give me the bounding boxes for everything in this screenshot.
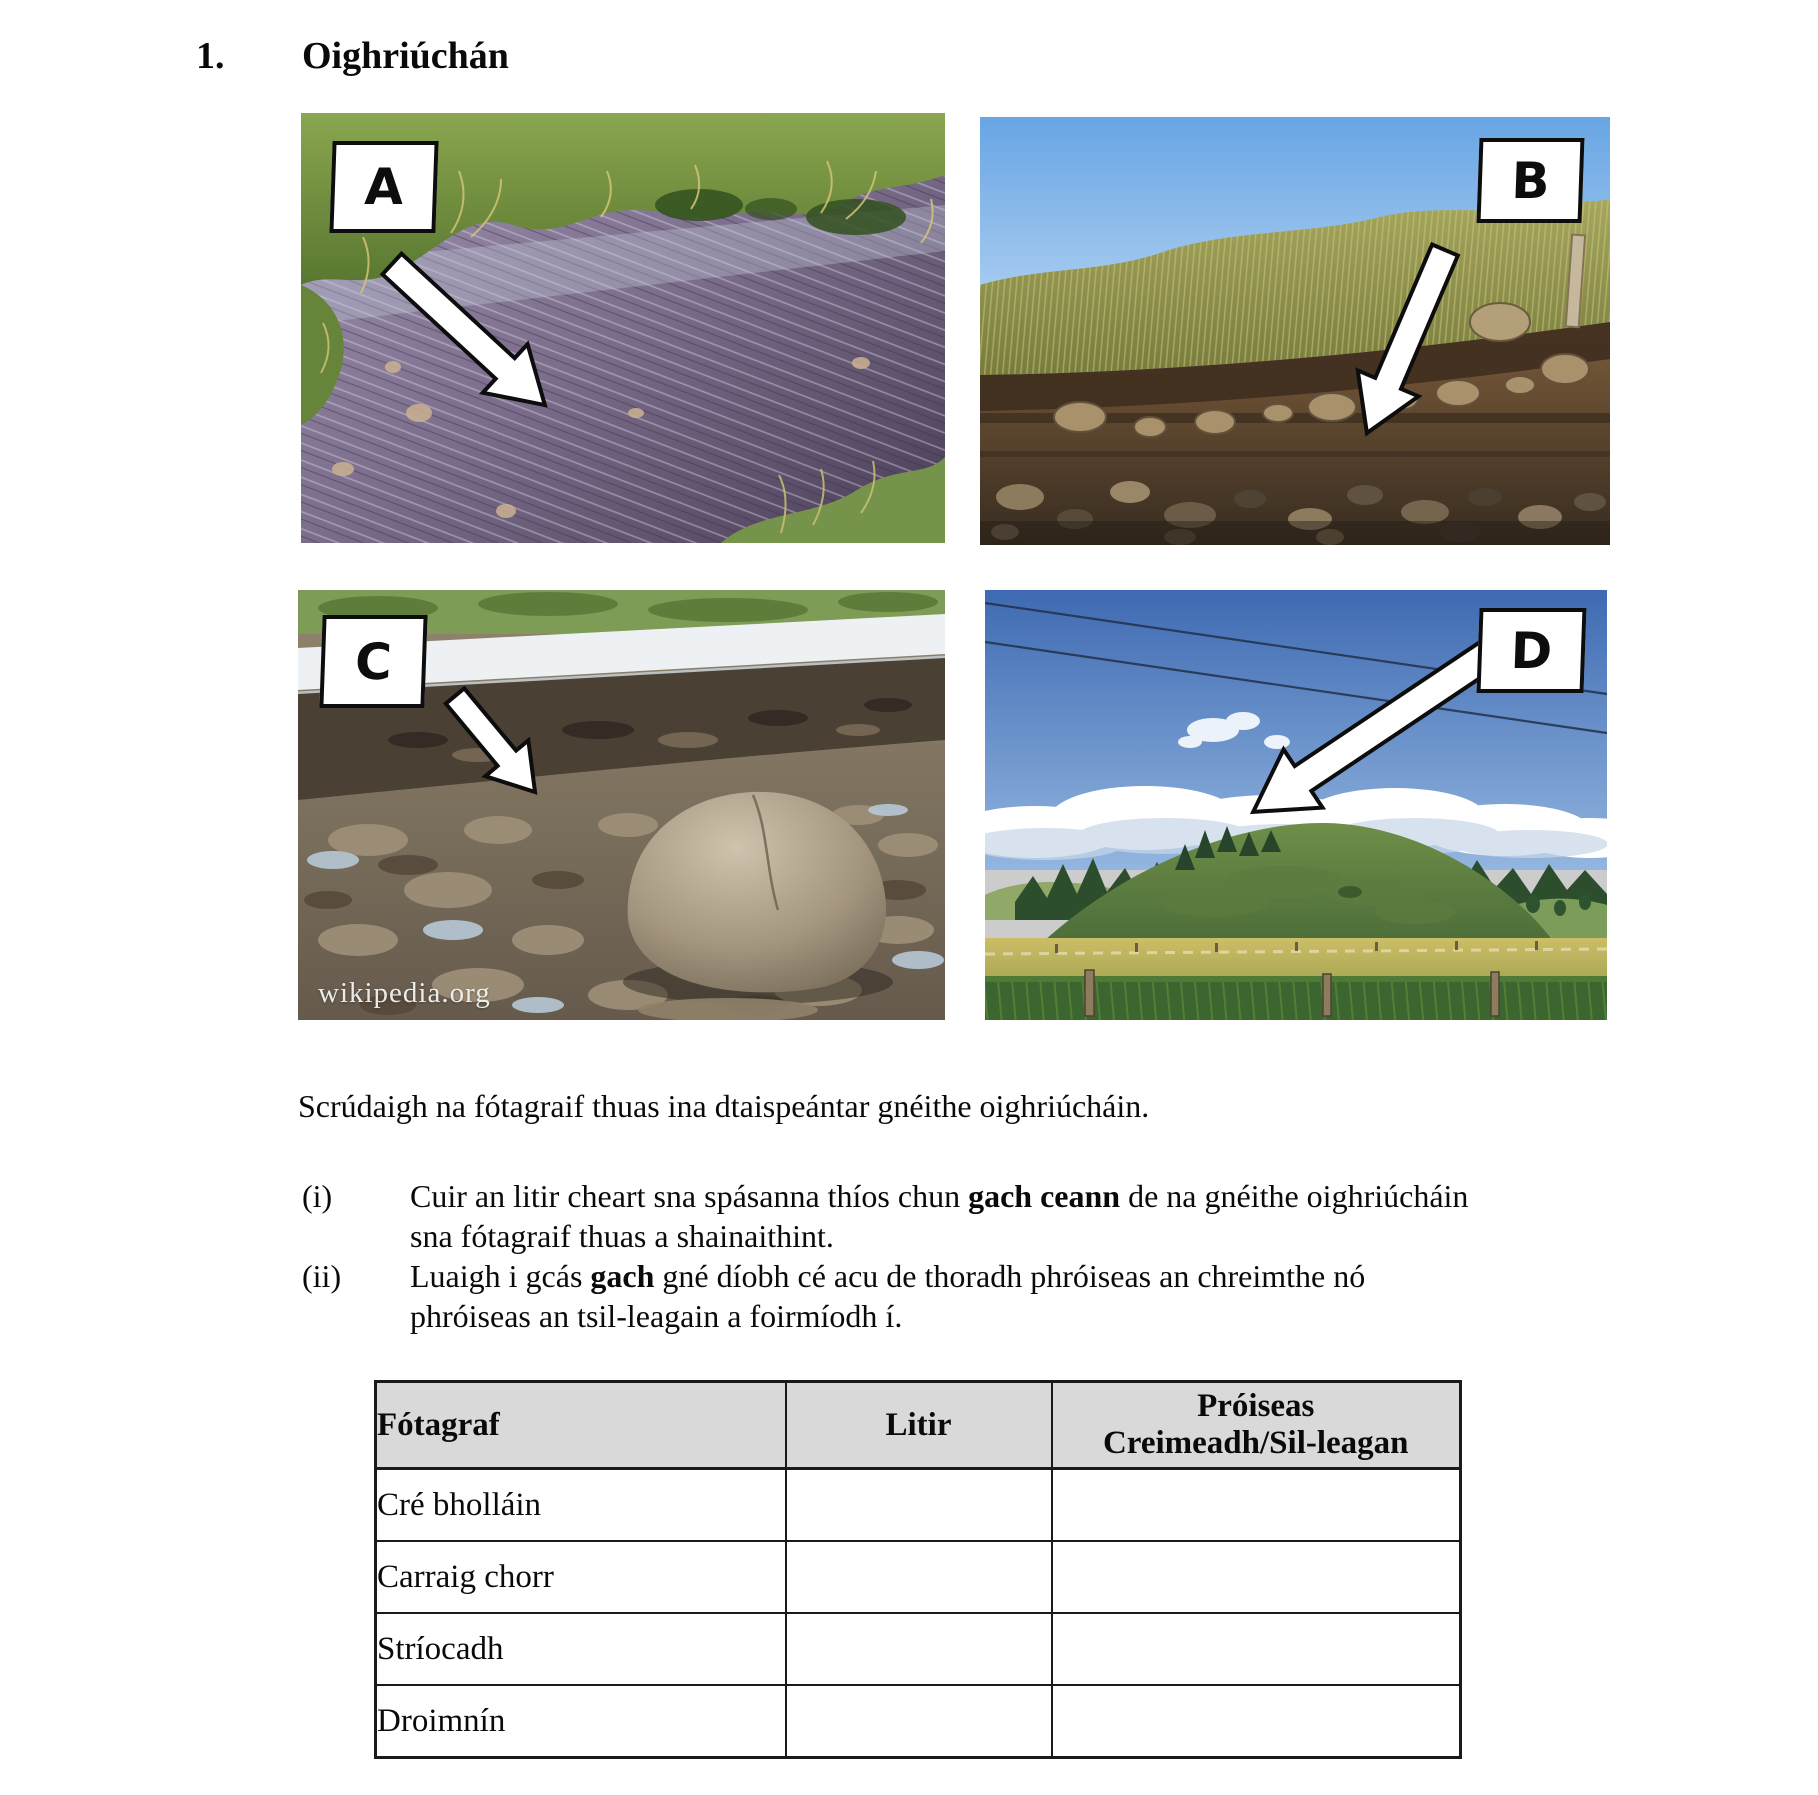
photo-credit: wikipedia.org <box>318 977 491 1009</box>
item-i-line1 <box>410 1178 1468 1215</box>
table-header-letter: Litir <box>786 1382 1052 1469</box>
item-ii-marker: (ii) <box>302 1258 342 1294</box>
item-i-line1-bold: gach ceann <box>968 1178 1121 1214</box>
item-i-marker: (i) <box>302 1178 333 1214</box>
process-answer-cell[interactable] <box>1052 1613 1461 1685</box>
letter-answer-cell[interactable] <box>786 1541 1052 1613</box>
page-title: Oighriúchán <box>302 35 509 77</box>
photo-label-c: C <box>319 615 427 708</box>
table-header-process-line1: Próiseas <box>1197 1388 1315 1425</box>
letter-answer-cell[interactable] <box>786 1685 1052 1758</box>
item-i-line1-post: de na gnéithe oighriúcháin <box>1120 1178 1469 1214</box>
photo-label-d: D <box>1477 608 1587 693</box>
table-row <box>376 1541 1461 1613</box>
question-number: 1. <box>196 35 225 77</box>
feature-cell: Stríocadh <box>376 1613 786 1685</box>
answer-table <box>374 1380 1462 1759</box>
item-ii-line1 <box>410 1258 1365 1295</box>
photo-label-b: B <box>1477 138 1585 223</box>
table-row <box>376 1685 1461 1758</box>
intro-text: Scrúdaigh na fótagraif thuas ina dtaispeántar gnéithe oighriúcháin. <box>298 1088 1150 1124</box>
process-answer-cell[interactable] <box>1052 1541 1461 1613</box>
table-header-process-line2: Creimeadh/Sil-leagan <box>1102 1425 1409 1461</box>
table-header-process <box>1052 1382 1461 1469</box>
feature-cell: Carraig chorr <box>376 1541 786 1613</box>
item-i-line1-pre: Cuir an litir cheart sna spásanna thíos chun <box>410 1178 969 1214</box>
table-header-photo: Fótagraf <box>376 1382 786 1469</box>
item-ii-line1-bold: gach <box>590 1258 655 1294</box>
item-i-line2: sna fótagraif thuas a shainaithint. <box>410 1218 834 1254</box>
letter-answer-cell[interactable] <box>786 1469 1052 1542</box>
feature-cell: Droimnín <box>376 1685 786 1758</box>
photo-label-a: A <box>329 141 438 233</box>
table-row <box>376 1469 1461 1542</box>
item-ii-line2: phróiseas an tsil-leagain a foirmíodh í. <box>410 1298 903 1334</box>
process-answer-cell[interactable] <box>1052 1685 1461 1758</box>
process-answer-cell[interactable] <box>1052 1469 1461 1542</box>
item-ii-line1-post: gné díobh cé acu de thoradh phróiseas an chreimthe nó <box>654 1258 1366 1294</box>
feature-cell: Cré bholláin <box>376 1469 786 1542</box>
table-header-row <box>376 1382 1461 1469</box>
item-ii-line1-pre: Luaigh i gcás <box>410 1258 591 1294</box>
letter-answer-cell[interactable] <box>786 1613 1052 1685</box>
table-row <box>376 1613 1461 1685</box>
